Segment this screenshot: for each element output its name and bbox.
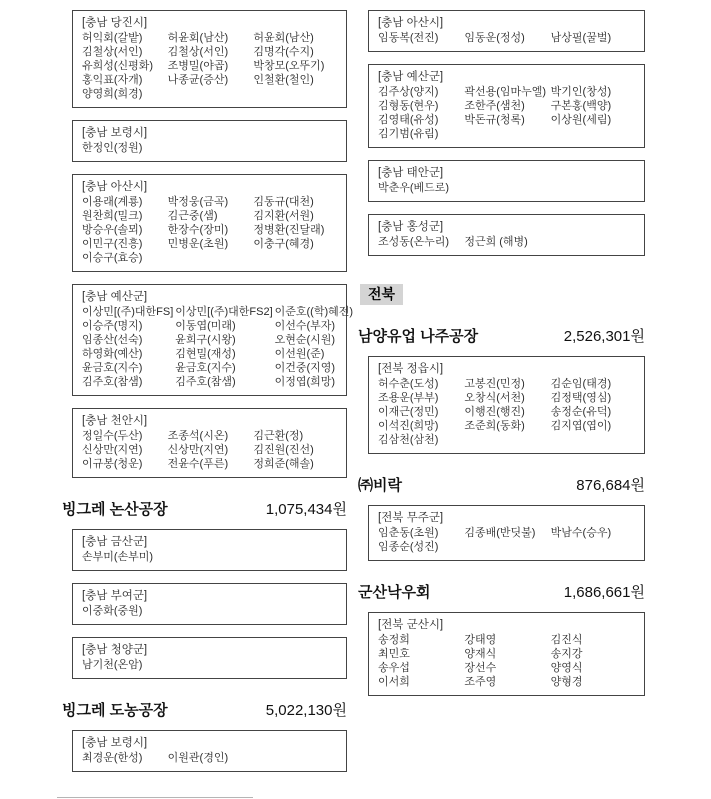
company-header — [62, 498, 347, 519]
names-grid — [82, 141, 337, 155]
donor-name: 임종순(성진) — [378, 541, 439, 553]
region-label: [충남 예산군] — [378, 71, 444, 83]
donor-name: 김영태(유성) — [378, 114, 439, 126]
donor-name: 하영화(예산) — [82, 348, 143, 360]
donor-name: 최민호 — [378, 648, 410, 660]
donor-name: 김순임(태경) — [550, 378, 612, 390]
donor-name: 김명각(수지) — [253, 46, 314, 58]
region-label: [충남 보령시] — [82, 127, 148, 139]
donor-name: 오현순(시원) — [274, 334, 336, 346]
donor-name: 구본홍(백양) — [550, 100, 612, 112]
donor-name: 방승우(솔뫼) — [82, 224, 143, 236]
donor-name: 한장수(장미) — [167, 224, 229, 236]
company-name: 빙그레 도농공장 — [62, 702, 168, 719]
donor-name: 강태영 — [464, 634, 497, 646]
donor-name: 김형동(현우) — [378, 100, 439, 112]
donor-name: 김정택(영심) — [550, 392, 612, 404]
donor-name: 조용운(부부) — [378, 392, 439, 404]
donor-name: 김철상(서인) — [82, 46, 143, 58]
region-box — [72, 730, 347, 772]
donor-name: 박돈규(청록) — [464, 114, 525, 126]
donor-name: 김주호(참샘) — [175, 376, 236, 388]
donor-name: 이상원(세림) — [550, 114, 612, 126]
names-grid — [82, 604, 337, 618]
donor-name: 김주상(양지) — [378, 86, 439, 98]
province-label: 전북 — [360, 284, 403, 305]
donor-name: 이용래(계룡) — [82, 196, 143, 208]
donor-name: 이원관(경인) — [167, 752, 229, 764]
donation-amount: 2,526,301원 — [563, 328, 645, 345]
donor-name: 이민구(진흥) — [82, 238, 143, 250]
company-header — [358, 474, 645, 495]
names-grid — [82, 305, 354, 389]
donor-name: 남상필(꿀벌) — [550, 32, 612, 44]
province-section — [360, 284, 645, 305]
donor-name: 김현밀(재성) — [175, 348, 236, 360]
region-box — [368, 64, 645, 148]
donor-name: 임종산(선숙) — [82, 334, 143, 346]
region-box — [368, 214, 645, 256]
region-box — [72, 174, 347, 272]
right-column — [358, 10, 645, 696]
donor-name: 조한주(샘천) — [464, 100, 525, 112]
donor-name: 김동규(대천) — [253, 196, 314, 208]
donor-name: 송정순(유덕) — [550, 406, 612, 418]
names-grid — [82, 195, 337, 265]
donor-name: 이규봉(청운) — [82, 458, 143, 470]
donor-name: 원찬희(밀크) — [82, 210, 143, 222]
donor-name: 정희준(해솔) — [253, 458, 314, 470]
donor-name: 김종배(반딧불) — [464, 527, 536, 539]
donor-name: 양영식 — [550, 662, 583, 674]
donor-name: 허수춘(도성) — [378, 378, 439, 390]
names-grid — [378, 31, 635, 45]
donor-name: 전윤수(푸른) — [167, 458, 229, 470]
region-label: [충남 당진시] — [82, 17, 148, 29]
donor-name: 김지엽(엽이) — [550, 420, 612, 432]
names-grid — [378, 235, 635, 249]
donation-amount: 1,686,661원 — [563, 584, 645, 601]
donor-name: 오창식(서천) — [464, 392, 525, 404]
company-header — [358, 581, 645, 602]
region-label: [충남 예산군] — [82, 291, 148, 303]
region-label: [충남 천안시] — [82, 415, 148, 427]
company-header — [358, 325, 645, 346]
donor-name: 조주영 — [464, 676, 497, 688]
donor-name: 김근중(샘) — [167, 210, 218, 222]
donor-name: 고봉진(민정) — [464, 378, 525, 390]
donor-name: 김지환(서원) — [253, 210, 314, 222]
region-label: [충남 청양군] — [82, 644, 148, 656]
region-box — [368, 505, 645, 561]
donor-name: 김근환(정) — [253, 430, 304, 442]
donor-name: 장선수 — [464, 662, 497, 674]
region-label: [전북 군산시] — [378, 619, 444, 631]
names-grid — [82, 751, 337, 765]
donor-name: 이건중(지영) — [274, 362, 336, 374]
donor-name: 김진원(진선) — [253, 444, 314, 456]
company-name: ㈜비락 — [358, 477, 402, 494]
donor-name: 이재근(정민) — [378, 406, 439, 418]
donor-name: 신상만(지연) — [167, 444, 229, 456]
region-box — [72, 10, 347, 108]
region-label: [충남 보령시] — [82, 737, 148, 749]
region-label: [충남 아산시] — [378, 17, 444, 29]
names-grid — [378, 377, 635, 447]
donor-name: 이석진(희망) — [378, 420, 439, 432]
donor-name: 허윤회(남산) — [253, 32, 314, 44]
donor-name: 곽선용(임마누엘) — [464, 86, 547, 98]
donor-name: 박정웅(금곡) — [167, 196, 229, 208]
company-name: 남양유업 나주공장 — [358, 328, 479, 345]
region-box — [72, 120, 347, 162]
donor-name: 임동운(정성) — [464, 32, 525, 44]
donor-name: 조병밀(야곱) — [167, 60, 229, 72]
donor-name: 조준희(동화) — [464, 420, 525, 432]
donor-name: 이승구(효승) — [82, 252, 143, 264]
donor-name: 김삼천(삼천) — [378, 434, 439, 446]
region-label: [충남 태안군] — [378, 167, 444, 179]
donor-name: 조종석(시온) — [167, 430, 229, 442]
donor-name: 양재식 — [464, 648, 497, 660]
names-grid — [378, 85, 635, 141]
region-label: [충남 금산군] — [82, 536, 148, 548]
names-grid — [378, 526, 635, 554]
donation-amount: 1,075,434원 — [265, 501, 347, 518]
donor-name: 정병환(진달래) — [253, 224, 325, 236]
donor-name: 송우섭 — [378, 662, 410, 674]
region-box — [368, 612, 645, 696]
donor-name: 윤희구(시왕) — [175, 334, 236, 346]
donor-name: 최경운(한성) — [82, 752, 143, 764]
donor-name: 임춘동(초원) — [378, 527, 439, 539]
donor-name: 윤금호(지수) — [82, 362, 143, 374]
region-box — [368, 160, 645, 202]
region-box — [368, 10, 645, 52]
donor-name: 이서희 — [378, 676, 410, 688]
donor-name: 인철환(철인) — [253, 74, 314, 86]
names-grid — [82, 31, 337, 101]
donor-name: 정일수(두산) — [82, 430, 143, 442]
company-name: 빙그레 논산공장 — [62, 501, 168, 518]
donor-name: 이승주(명지) — [82, 320, 143, 332]
donor-name: 이행진(행진) — [464, 406, 525, 418]
donor-name: 이선수(부자) — [274, 320, 336, 332]
donor-name: 박남수(승우) — [550, 527, 612, 539]
names-grid — [82, 550, 337, 564]
region-box — [72, 637, 347, 679]
donor-name: 한정인(정원) — [82, 142, 143, 154]
donor-name: 양형경 — [550, 676, 583, 688]
names-grid — [378, 181, 635, 195]
donor-name: 박창모(오뚜기) — [253, 60, 325, 72]
donor-name: 홍익표(자개) — [82, 74, 143, 86]
donor-name: 이동엽(미래) — [175, 320, 236, 332]
donor-name: 허익회(갈밭) — [82, 32, 143, 44]
donor-name: 신상만(지연) — [82, 444, 143, 456]
donor-name: 이상민[(주)대한FS2] — [175, 306, 273, 318]
donor-name: 허윤회(남산) — [167, 32, 229, 44]
donation-amount: 876,684원 — [576, 477, 645, 494]
left-column — [62, 10, 354, 772]
donor-name: 김철상(서인) — [167, 46, 229, 58]
region-box — [72, 284, 354, 396]
donor-name: 이충구(혜경) — [253, 238, 314, 250]
region-box — [368, 356, 645, 454]
company-name: 군산낙우회 — [358, 584, 431, 601]
region-box — [72, 408, 347, 478]
donor-name: 유희성(신평화) — [82, 60, 154, 72]
donor-name: 윤금호(지수) — [175, 362, 236, 374]
region-box — [72, 529, 347, 571]
region-label: [충남 부여군] — [82, 590, 148, 602]
donor-name: 양영희(희경) — [82, 88, 143, 100]
donor-name: 송정희 — [378, 634, 410, 646]
donor-name: 정근희 (해병) — [464, 236, 528, 248]
company-header — [62, 699, 347, 720]
donor-name: 이선원(준) — [274, 348, 325, 360]
donor-name: 이정엽(희망) — [274, 376, 336, 388]
donor-name: 민병운(초원) — [167, 238, 229, 250]
region-label: [전북 정읍시] — [378, 363, 444, 375]
donor-name: 김주호(참샘) — [82, 376, 143, 388]
region-label: [전북 무주군] — [378, 512, 444, 524]
donor-name: 송지강 — [550, 648, 583, 660]
region-label: [충남 아산시] — [82, 181, 148, 193]
region-label: [충남 홍성군] — [378, 221, 444, 233]
donor-name: 박춘우(베드로) — [378, 182, 450, 194]
donor-name: 이상민[(주)대한FS] — [82, 306, 174, 318]
donor-name: 남기천(온암) — [82, 659, 143, 671]
region-box — [72, 583, 347, 625]
donor-name: 박기인(창성) — [550, 86, 612, 98]
donation-amount: 5,022,130원 — [265, 702, 347, 719]
donor-name: 조성동(온누리) — [378, 236, 450, 248]
names-grid — [82, 429, 337, 471]
cropped-box-edge — [57, 797, 253, 798]
donor-name: 이준호((학)혜전) — [274, 306, 354, 318]
donor-name: 나종균(증산) — [167, 74, 229, 86]
donor-name: 임동복(전진) — [378, 32, 439, 44]
donor-name: 김진식 — [550, 634, 583, 646]
donor-name: 이중화(중원) — [82, 605, 143, 617]
donor-name: 김기범(유림) — [378, 128, 439, 140]
names-grid — [378, 633, 635, 689]
donor-name: 손부미(손부미) — [82, 551, 154, 563]
names-grid — [82, 658, 337, 672]
